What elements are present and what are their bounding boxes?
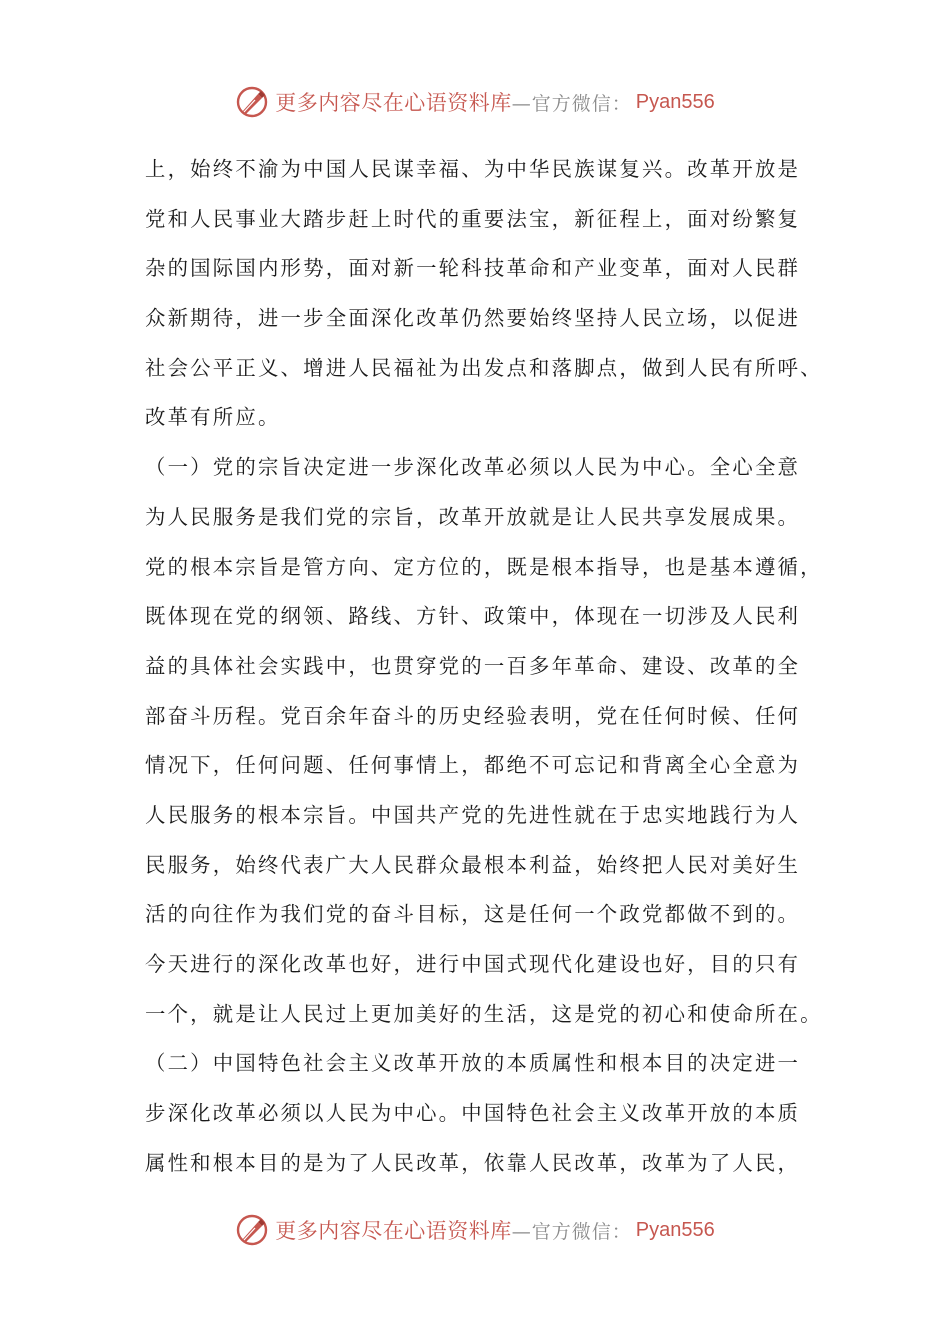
body-line-11: 益的具体社会实践中，也贯穿党的一百多年革命、建设、改革的全 — [145, 653, 801, 678]
fountain-pen-logo-icon — [235, 1213, 269, 1247]
body-line-19: （二）中国特色社会主义改革开放的本质属性和根本目的决定进一 — [145, 1051, 801, 1076]
footer-watermark-banner — [0, 1210, 950, 1250]
fountain-pen-logo-icon — [235, 85, 269, 119]
body-line-3: 杂的国际国内形势，面对新一轮科技革命和产业变革，面对人民群 — [145, 256, 801, 281]
body-line-14: 人民服务的根本宗旨。中国共产党的先进性就在于忠实地践行为人 — [145, 802, 801, 827]
body-line-17: 今天进行的深化改革也好，进行中国式现代化建设也好，目的只有 — [145, 952, 801, 976]
header-wechat-id: Pyan556 — [635, 90, 715, 113]
footer-wechat-label: —官方微信： — [511, 1220, 632, 1243]
body-line-12: 部奋斗历程。党百余年奋斗的历史经验表明，党在任何时候、任何 — [145, 703, 801, 728]
header-brand-text: 更多内容尽在心语资料库 — [275, 91, 512, 115]
body-line-18: 一个，就是让人民过上更加美好的生活，这是党的初心和使命所在。 — [145, 1001, 823, 1026]
document-body — [145, 145, 823, 1188]
footer-wechat-id: Pyan556 — [635, 1218, 715, 1241]
header-wechat-label: —官方微信： — [511, 92, 632, 115]
body-line-9: 党的根本宗旨是管方向、定方位的，既是根本指导，也是基本遵循， — [145, 554, 823, 579]
body-line-4: 众新期待，进一步全面深化改革仍然要始终坚持人民立场，以促进 — [145, 306, 801, 331]
body-line-16: 活的向往作为我们党的奋斗目标，这是任何一个政党都做不到的。 — [145, 902, 801, 927]
body-line-10: 既体现在党的纲领、路线、方针、政策中，体现在一切涉及人民利 — [145, 604, 801, 629]
body-line-5: 社会公平正义、增进人民福祉为出发点和落脚点，做到人民有所呼、 — [145, 355, 823, 380]
body-line-7: （一）党的宗旨决定进一步深化改革必须以人民为中心。全心全意 — [145, 455, 801, 480]
body-line-20: 步深化改革必须以人民为中心。中国特色社会主义改革开放的本质 — [145, 1101, 801, 1126]
body-line-13: 情况下，任何问题、任何事情上，都绝不可忘记和背离全心全意为 — [145, 753, 801, 778]
body-line-6: 改革有所应。 — [145, 405, 281, 430]
body-line-2: 党和人民事业大踏步赶上时代的重要法宝，新征程上，面对纷繁复 — [145, 206, 801, 231]
header-watermark-banner — [0, 82, 950, 122]
body-line-21: 属性和根本目的是为了人民改革，依靠人民改革，改革为了人民， — [145, 1150, 801, 1175]
body-line-8: 为人民服务是我们党的宗旨，改革开放就是让人民共享发展成果。 — [145, 504, 801, 529]
footer-brand-text: 更多内容尽在心语资料库 — [275, 1219, 512, 1243]
body-line-1: 上，始终不渝为中国人民谋幸福、为中华民族谋复兴。改革开放是 — [145, 157, 801, 181]
body-line-15: 民服务，始终代表广大人民群众最根本利益，始终把人民对美好生 — [145, 852, 801, 877]
